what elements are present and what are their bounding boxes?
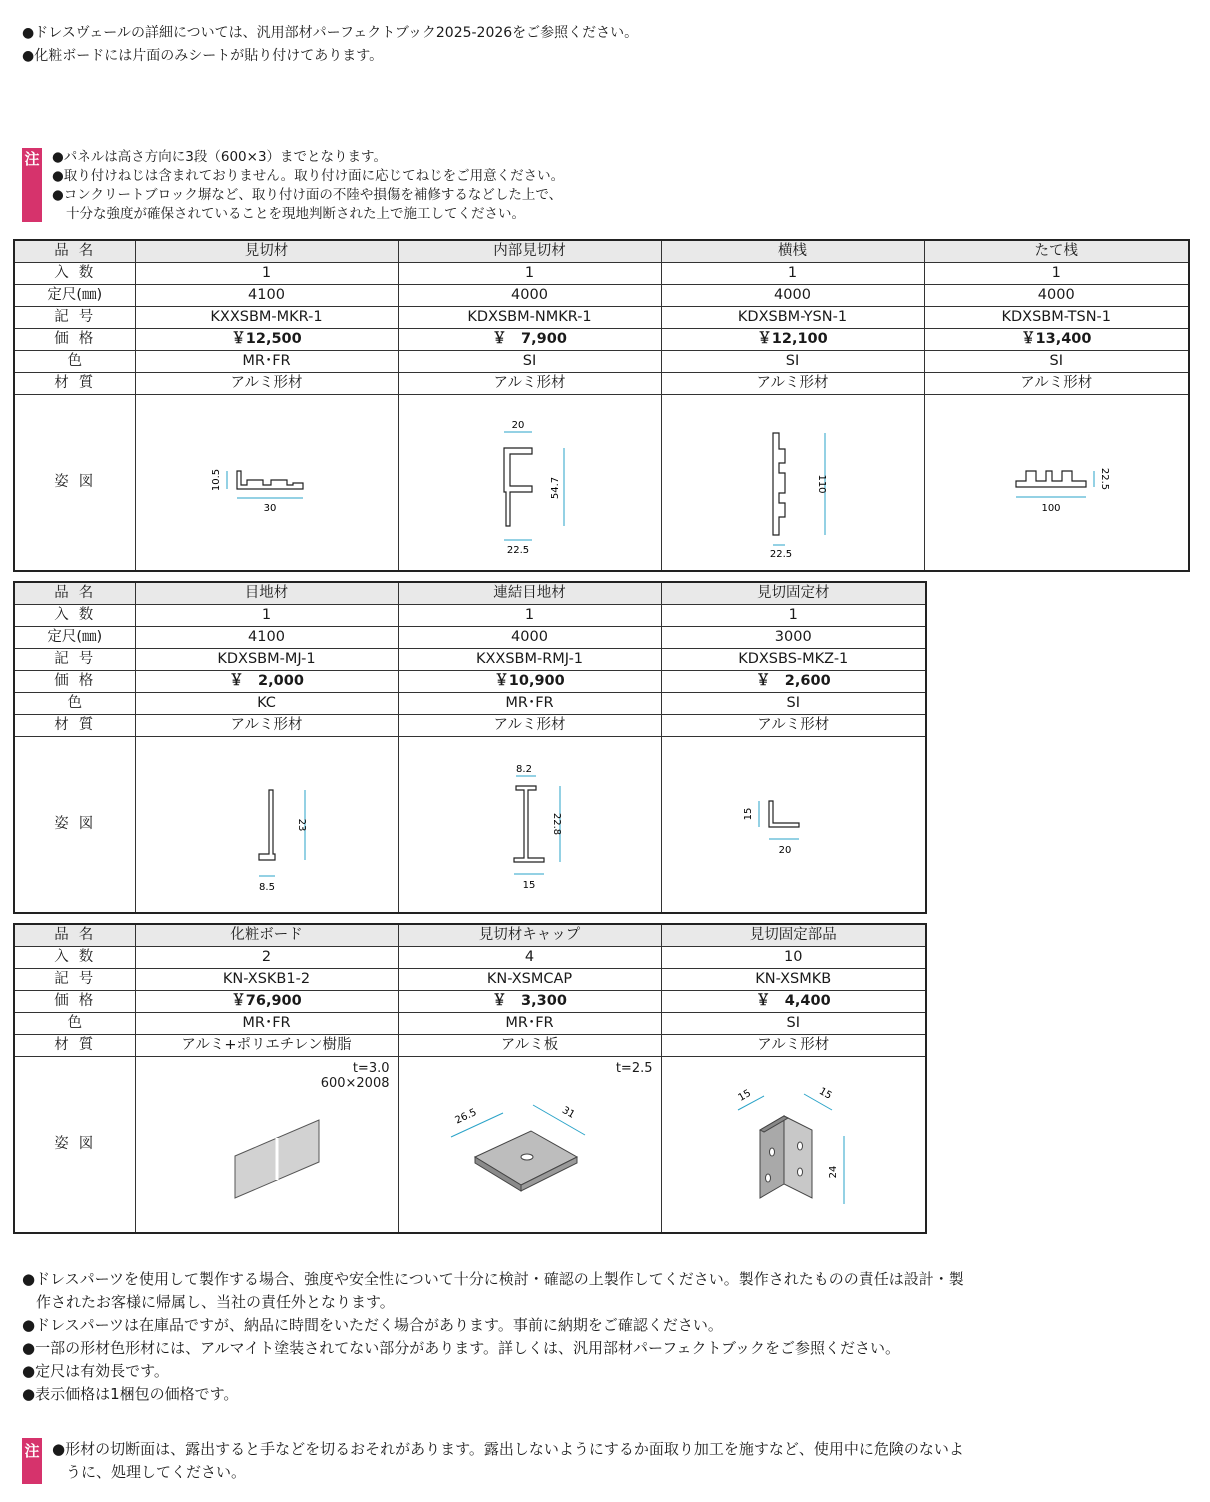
code: KN-XSMKB (661, 969, 926, 991)
dim-label: 8.2 (515, 763, 532, 775)
color: MR･FR (398, 1013, 661, 1035)
price: ￥76,900 (135, 991, 398, 1013)
caution-line: ●形材の切断面は、露出すると手などを切るおそれがあります。露出しないようにするか面取り加工を施すなど、使用中に危険のないよ (52, 1440, 964, 1458)
material: アルミ板 (398, 1035, 661, 1057)
dim-label: 22.8 (550, 812, 562, 835)
color: MR･FR (398, 693, 661, 715)
material: アルミ形材 (661, 373, 924, 395)
figure-cell (661, 1057, 926, 1234)
profile-drawing-yokosan (723, 403, 863, 563)
caution-badge: 注 (22, 148, 42, 222)
code: KXXSBM-MKR-1 (135, 307, 398, 329)
qty: 1 (924, 263, 1189, 285)
figure-cell (661, 395, 924, 572)
material: アルミ形材 (135, 715, 398, 737)
product-name: 目地材 (135, 582, 398, 605)
code: KDXSBM-MJ-1 (135, 649, 398, 671)
code: KN-XSKB1-2 (135, 969, 398, 991)
code: KDXSBM-YSN-1 (661, 307, 924, 329)
price: ￥ 2,600 (661, 671, 926, 693)
product-name: 見切固定材 (661, 582, 926, 605)
bottom-note: ●一部の形材色形材には、アルマイト塗装されてない部分があります。詳しくは、汎用部材パーフェクトブックをご参照ください。 (22, 1339, 900, 1357)
dim-label: 22.5 (506, 544, 529, 556)
bottom-notes (22, 1268, 964, 1406)
product-name: 見切材キャップ (398, 924, 661, 947)
figure-cell (924, 395, 1189, 572)
row-label-color: 色 (14, 693, 135, 715)
spec-table-1 (13, 239, 1190, 572)
code: KN-XSMCAP (398, 969, 661, 991)
qty: 1 (661, 605, 926, 627)
qty: 1 (135, 263, 398, 285)
dim-label: 110 (815, 473, 827, 494)
code: KXXSBM-RMJ-1 (398, 649, 661, 671)
dim-label: 54.7 (549, 476, 561, 499)
length: 4000 (398, 627, 661, 649)
row-label-material: 材質 (14, 1035, 135, 1057)
row-label-qty: 入数 (14, 605, 135, 627)
dim-label: 22.5 (769, 548, 792, 560)
board-spec-note (321, 1061, 390, 1091)
color: SI (661, 1013, 926, 1035)
price: ￥13,400 (924, 329, 1189, 351)
color: SI (924, 351, 1189, 373)
bottom-note: 作されたお客様に帰属し、当社の責任外となります。 (36, 1293, 395, 1311)
row-label-name: 品名 (14, 924, 135, 947)
row-label-code: 記号 (14, 969, 135, 991)
price: ￥12,100 (661, 329, 924, 351)
qty: 1 (398, 263, 661, 285)
figure-cell (398, 1057, 661, 1234)
row-label-qty: 入数 (14, 947, 135, 969)
dim-label: 100 (1041, 502, 1061, 514)
row-label-material: 材質 (14, 373, 135, 395)
bottom-note: ●定尺は有効長です。 (22, 1362, 169, 1380)
qty: 1 (398, 605, 661, 627)
bracket-drawing (708, 1080, 878, 1210)
figure-cell (398, 395, 661, 572)
qty: 10 (661, 947, 926, 969)
bottom-note: ●ドレスパーツを使用して製作する場合、強度や安全性について十分に検討・確認の上製作してください。製作されたものの責任は設計・製 (22, 1270, 964, 1288)
qty: 1 (661, 263, 924, 285)
price: ￥12,500 (135, 329, 398, 351)
code: KDXSBM-NMKR-1 (398, 307, 661, 329)
cap-drawing (445, 1095, 615, 1205)
product-name: 見切固定部品 (661, 924, 926, 947)
dim-label: 15 (743, 807, 755, 820)
top-note: ●ドレスヴェールの詳細については、汎用部材パーフェクトブック2025-2026をご参照ください。 (22, 25, 639, 41)
product-name: たて桟 (924, 240, 1189, 263)
row-label-color: 色 (14, 1013, 135, 1035)
color: SI (661, 693, 926, 715)
caution-line: ●パネルは高さ方向に3段（600×3）までとなります。 (52, 149, 387, 165)
material: アルミ形材 (924, 373, 1189, 395)
material: アルミ形材 (661, 1035, 926, 1057)
row-label-price: 価格 (14, 991, 135, 1013)
row-label-price: 価格 (14, 329, 135, 351)
color: SI (661, 351, 924, 373)
code: KDXSBS-MKZ-1 (661, 649, 926, 671)
row-label-length: 定尺(㎜) (14, 627, 135, 649)
length: 4100 (135, 627, 398, 649)
length: 4000 (661, 285, 924, 307)
profile-drawing-renketsu-mejizai (460, 750, 600, 900)
length: 4000 (924, 285, 1189, 307)
qty: 1 (135, 605, 398, 627)
caution-line: うに、処理してください。 (66, 1463, 247, 1481)
spec-table-2 (13, 581, 927, 914)
figure-cell (135, 395, 398, 572)
profile-drawing-naibu-mikiri (460, 408, 600, 558)
dim-label: 15 (736, 1087, 754, 1104)
color: SI (398, 351, 661, 373)
product-name: 化粧ボード (135, 924, 398, 947)
material: アルミ形材 (398, 373, 661, 395)
caution-block-1 (22, 148, 564, 224)
dim-label: 26.5 (453, 1106, 478, 1126)
thickness-note: t=2.5 (615, 1061, 653, 1076)
qty: 4 (398, 947, 661, 969)
row-label-code: 記号 (14, 649, 135, 671)
row-label-figure: 姿図 (14, 737, 135, 914)
length: 4000 (398, 285, 661, 307)
product-name: 内部見切材 (398, 240, 661, 263)
price: ￥ 3,300 (398, 991, 661, 1013)
bottom-note: ●ドレスパーツは在庫品ですが、納品に時間をいただく場合があります。事前に納期をご確認ください。 (22, 1316, 723, 1334)
color: MR･FR (135, 351, 398, 373)
figure-cell (398, 737, 661, 914)
row-label-name: 品名 (14, 240, 135, 263)
material: アルミ形材 (135, 373, 398, 395)
dim-label: 15 (522, 879, 535, 891)
row-label-figure: 姿図 (14, 1057, 135, 1234)
product-name: 見切材 (135, 240, 398, 263)
board-drawing (197, 1096, 337, 1216)
row-label-name: 品名 (14, 582, 135, 605)
color: MR･FR (135, 1013, 398, 1035)
product-name: 連結目地材 (398, 582, 661, 605)
row-label-qty: 入数 (14, 263, 135, 285)
row-label-figure: 姿図 (14, 395, 135, 572)
row-label-material: 材質 (14, 715, 135, 737)
dim-label: 30 (263, 502, 276, 514)
length: 3000 (661, 627, 926, 649)
profile-drawing-tatesan (986, 443, 1126, 523)
code: KDXSBM-TSN-1 (924, 307, 1189, 329)
caution-line: 十分な強度が確保されていることを現地判断された上で施工してください。 (66, 206, 525, 222)
caution-block-2 (22, 1438, 964, 1484)
price: ￥ 4,400 (661, 991, 926, 1013)
length: 4100 (135, 285, 398, 307)
profile-drawing-mikiri (197, 443, 337, 523)
figure-cell (135, 737, 398, 914)
spec-table-3 (13, 923, 927, 1234)
size-note: 600×2008 (320, 1076, 390, 1091)
top-notes (22, 22, 638, 68)
price: ￥ 2,000 (135, 671, 398, 693)
top-note: ●化粧ボードには片面のみシートが貼り付けてあります。 (22, 48, 384, 64)
dim-label: 8.5 (258, 881, 275, 893)
material: アルミ+ポリエチレン樹脂 (135, 1035, 398, 1057)
thickness-note: t=3.0 (352, 1061, 390, 1076)
price: ￥10,900 (398, 671, 661, 693)
dim-label: 15 (817, 1085, 834, 1102)
dim-label: 23 (295, 818, 307, 831)
row-label-code: 記号 (14, 307, 135, 329)
color: KC (135, 693, 398, 715)
profile-drawing-mejizai (197, 750, 337, 900)
dim-label: 31 (559, 1104, 577, 1121)
row-label-price: 価格 (14, 671, 135, 693)
caution-line: ●コンクリートブロック塀など、取り付け面の不陸や損傷を補修するなどした上で、 (52, 187, 563, 203)
material: アルミ形材 (661, 715, 926, 737)
row-label-length: 定尺(㎜) (14, 285, 135, 307)
dim-label: 24 (828, 1165, 840, 1178)
figure-cell (661, 737, 926, 914)
profile-drawing-mikiri-koteizai (723, 775, 863, 875)
bottom-note: ●表示価格は1梱包の価格です。 (22, 1385, 239, 1403)
dim-label: 20 (511, 419, 524, 431)
price: ￥ 7,900 (398, 329, 661, 351)
cap-spec-note (616, 1061, 653, 1076)
material: アルミ形材 (398, 715, 661, 737)
caution-badge: 注 (22, 1438, 42, 1484)
dim-label: 10.5 (210, 468, 222, 491)
dim-label: 22.5 (1099, 467, 1111, 490)
product-name: 横桟 (661, 240, 924, 263)
row-label-color: 色 (14, 351, 135, 373)
caution-line: ●取り付けねじは含まれておりません。取り付け面に応じてねじをご用意ください。 (52, 168, 565, 184)
qty: 2 (135, 947, 398, 969)
dim-label: 20 (778, 844, 792, 856)
figure-cell (135, 1057, 398, 1234)
